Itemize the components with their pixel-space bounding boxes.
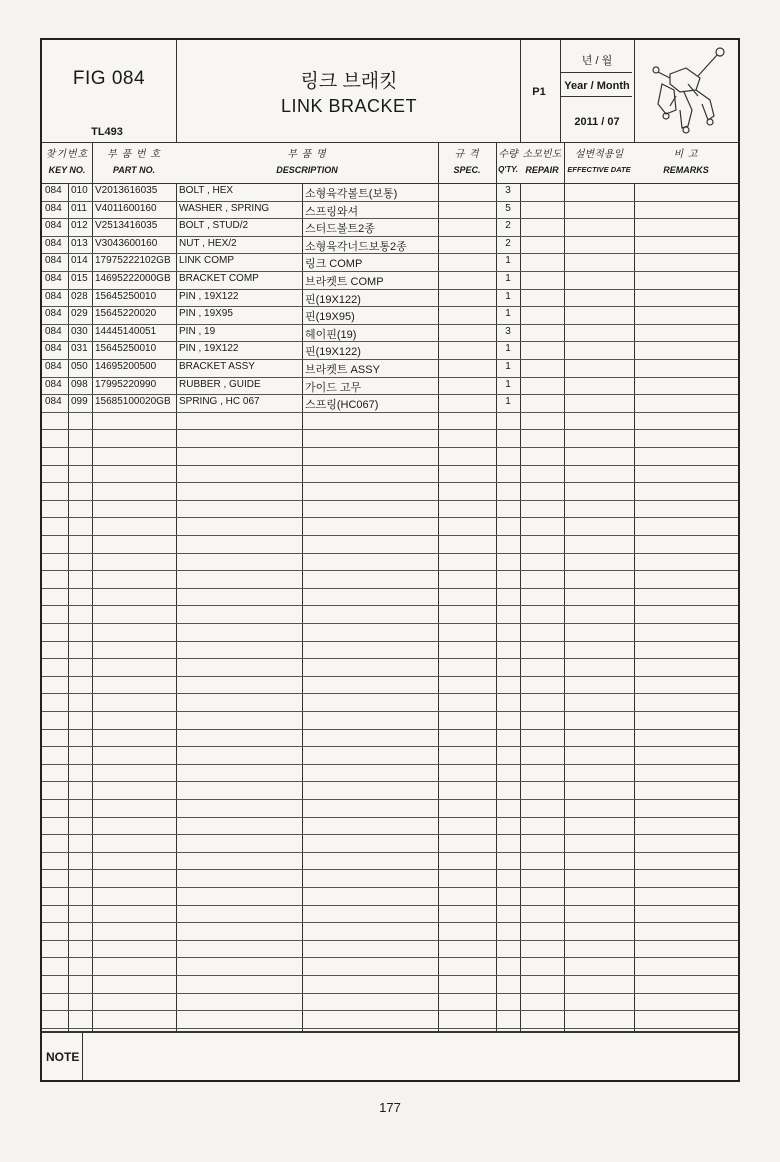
row-part-number: 15685100020GB: [95, 396, 171, 408]
row-quantity: 2: [505, 237, 511, 249]
row-key-number: 050: [71, 361, 88, 372]
year-month-label: Year / Month: [564, 80, 630, 92]
row-part-number: V2013616035: [95, 185, 158, 196]
row-fig-number: 084: [45, 308, 62, 320]
col-description-ko: 부 품 명: [287, 149, 327, 160]
row-description-english: BRACKET ASSY: [179, 361, 255, 372]
row-part-number: V3043600160: [95, 237, 158, 249]
row-description-korean: 핀(19X122): [305, 293, 361, 306]
row-fig-number: 084: [45, 361, 62, 372]
row-part-number: 14445140051: [95, 325, 157, 337]
row-part-number: 17995220990: [95, 378, 157, 390]
col-remarks-ko: 비 고: [673, 149, 699, 160]
row-description-korean: 스프링와셔: [305, 205, 359, 218]
page-number: 177: [379, 1100, 401, 1115]
row-quantity: 5: [505, 202, 511, 214]
col-qty-en: Q'TY.: [498, 165, 518, 174]
title-korean: 링크 브래킷: [300, 71, 398, 92]
row-fig-number: 084: [45, 396, 62, 408]
row-part-number: 15645250010: [95, 343, 157, 355]
row-description-english: BOLT , STUD/2: [179, 220, 249, 232]
row-quantity: 1: [505, 396, 511, 408]
row-part-number: 15645220020: [95, 308, 157, 320]
row-description-english: LINK COMP: [179, 255, 235, 267]
title-english: LINK BRACKET: [280, 96, 418, 116]
row-key-number: 011: [71, 202, 87, 214]
row-part-number: V2513416035: [95, 220, 158, 232]
row-quantity: 3: [505, 185, 511, 196]
row-description-english: PIN , 19X122: [179, 343, 239, 355]
row-key-number: 028: [71, 290, 88, 302]
row-fig-number: 084: [45, 378, 62, 390]
row-quantity: 1: [505, 361, 511, 372]
col-repair-ko: 소모빈도: [522, 149, 562, 160]
row-fig-number: 084: [45, 290, 62, 302]
col-description-en: DESCRIPTION: [276, 165, 338, 175]
col-part-no-en: PART NO.: [112, 165, 156, 175]
row-description-korean: 브라켓트 COMP: [305, 276, 384, 288]
row-quantity: 1: [505, 290, 511, 302]
row-description-korean: 헤이핀(19): [305, 328, 357, 341]
row-description-english: WASHER , SPRING: [179, 202, 270, 214]
page-label: P1: [532, 86, 546, 98]
row-key-number: 099: [71, 396, 88, 408]
row-quantity: 1: [505, 378, 511, 390]
row-quantity: 1: [505, 343, 511, 355]
col-part-no-ko: 부 품 번 호: [107, 149, 161, 160]
model-code: TL493: [91, 126, 123, 138]
row-key-number: 098: [71, 378, 88, 390]
row-fig-number: 084: [45, 255, 62, 267]
row-key-number: 014: [71, 255, 88, 267]
row-quantity: 3: [505, 325, 511, 337]
row-key-number: 012: [71, 220, 88, 232]
col-spec-ko: 규 격: [454, 149, 480, 160]
col-key-no-ko: 찾기번호: [45, 149, 89, 160]
row-description-english: SPRING , HC 067: [179, 396, 260, 408]
row-fig-number: 084: [45, 237, 62, 249]
row-fig-number: 084: [45, 202, 62, 214]
row-description-korean: 소형육각너드보통2종: [305, 240, 407, 253]
row-quantity: 1: [505, 273, 511, 284]
row-description-korean: 소형육각볼트(보통): [305, 188, 398, 200]
year-month-value: 2011 / 07: [574, 116, 620, 128]
parts-catalog-sheet: [40, 38, 740, 1082]
row-quantity: 1: [505, 308, 511, 320]
row-description-korean: 스터드볼트2종: [305, 223, 375, 236]
col-qty-ko: 수량: [498, 149, 518, 160]
row-fig-number: 084: [45, 325, 62, 337]
col-key-no-en: KEY NO.: [48, 165, 86, 175]
row-description-english: NUT , HEX/2: [179, 237, 237, 249]
row-part-number: 15645250010: [95, 290, 157, 302]
row-description-korean: 링크 COMP: [305, 258, 363, 271]
row-description-korean: 핀(19X122): [305, 346, 361, 359]
row-part-number: 17975222102GB: [95, 255, 171, 267]
row-description-english: PIN , 19: [179, 325, 216, 337]
row-quantity: 1: [505, 255, 511, 267]
row-description-korean: 스프링(HC067): [305, 399, 379, 412]
row-description-english: PIN , 19X122: [179, 290, 239, 302]
row-quantity: 2: [505, 220, 511, 232]
row-key-number: 029: [71, 308, 88, 320]
row-description-korean: 핀(19X95): [305, 311, 355, 324]
row-part-number: 14695222000GB: [95, 273, 171, 284]
row-key-number: 010: [71, 185, 88, 196]
col-effective-en: EFFECTIVE DATE: [567, 165, 631, 174]
machine-illustration-icon: [640, 44, 736, 140]
note-label: NOTE: [46, 1050, 80, 1064]
row-fig-number: 084: [45, 220, 62, 232]
col-remarks-en: REMARKS: [663, 165, 709, 175]
row-description-english: PIN , 19X95: [179, 308, 233, 320]
row-fig-number: 084: [45, 185, 62, 196]
row-key-number: 030: [71, 325, 88, 337]
row-fig-number: 084: [45, 343, 62, 355]
col-effective-ko: 설변적용일: [574, 149, 624, 160]
row-part-number: 14695200500: [95, 361, 157, 372]
row-description-korean: 가이드 고무: [305, 381, 362, 394]
year-month-korean: 년 / 월: [581, 55, 613, 67]
parts-table: [42, 183, 738, 1031]
row-description-english: BOLT , HEX: [179, 185, 234, 196]
row-key-number: 013: [71, 237, 88, 249]
row-part-number: V4011600160: [95, 202, 157, 214]
row-description-english: BRACKET COMP: [179, 273, 259, 284]
col-spec-en: SPEC.: [453, 165, 481, 175]
row-description-korean: 브라켓트 ASSY: [305, 364, 380, 376]
fig-code: FIG 084: [72, 68, 146, 89]
row-description-english: RUBBER , GUIDE: [179, 378, 261, 390]
row-fig-number: 084: [45, 273, 62, 284]
row-key-number: 031: [71, 343, 88, 355]
col-repair-en: REPAIR: [525, 165, 559, 175]
row-key-number: 015: [71, 273, 88, 284]
